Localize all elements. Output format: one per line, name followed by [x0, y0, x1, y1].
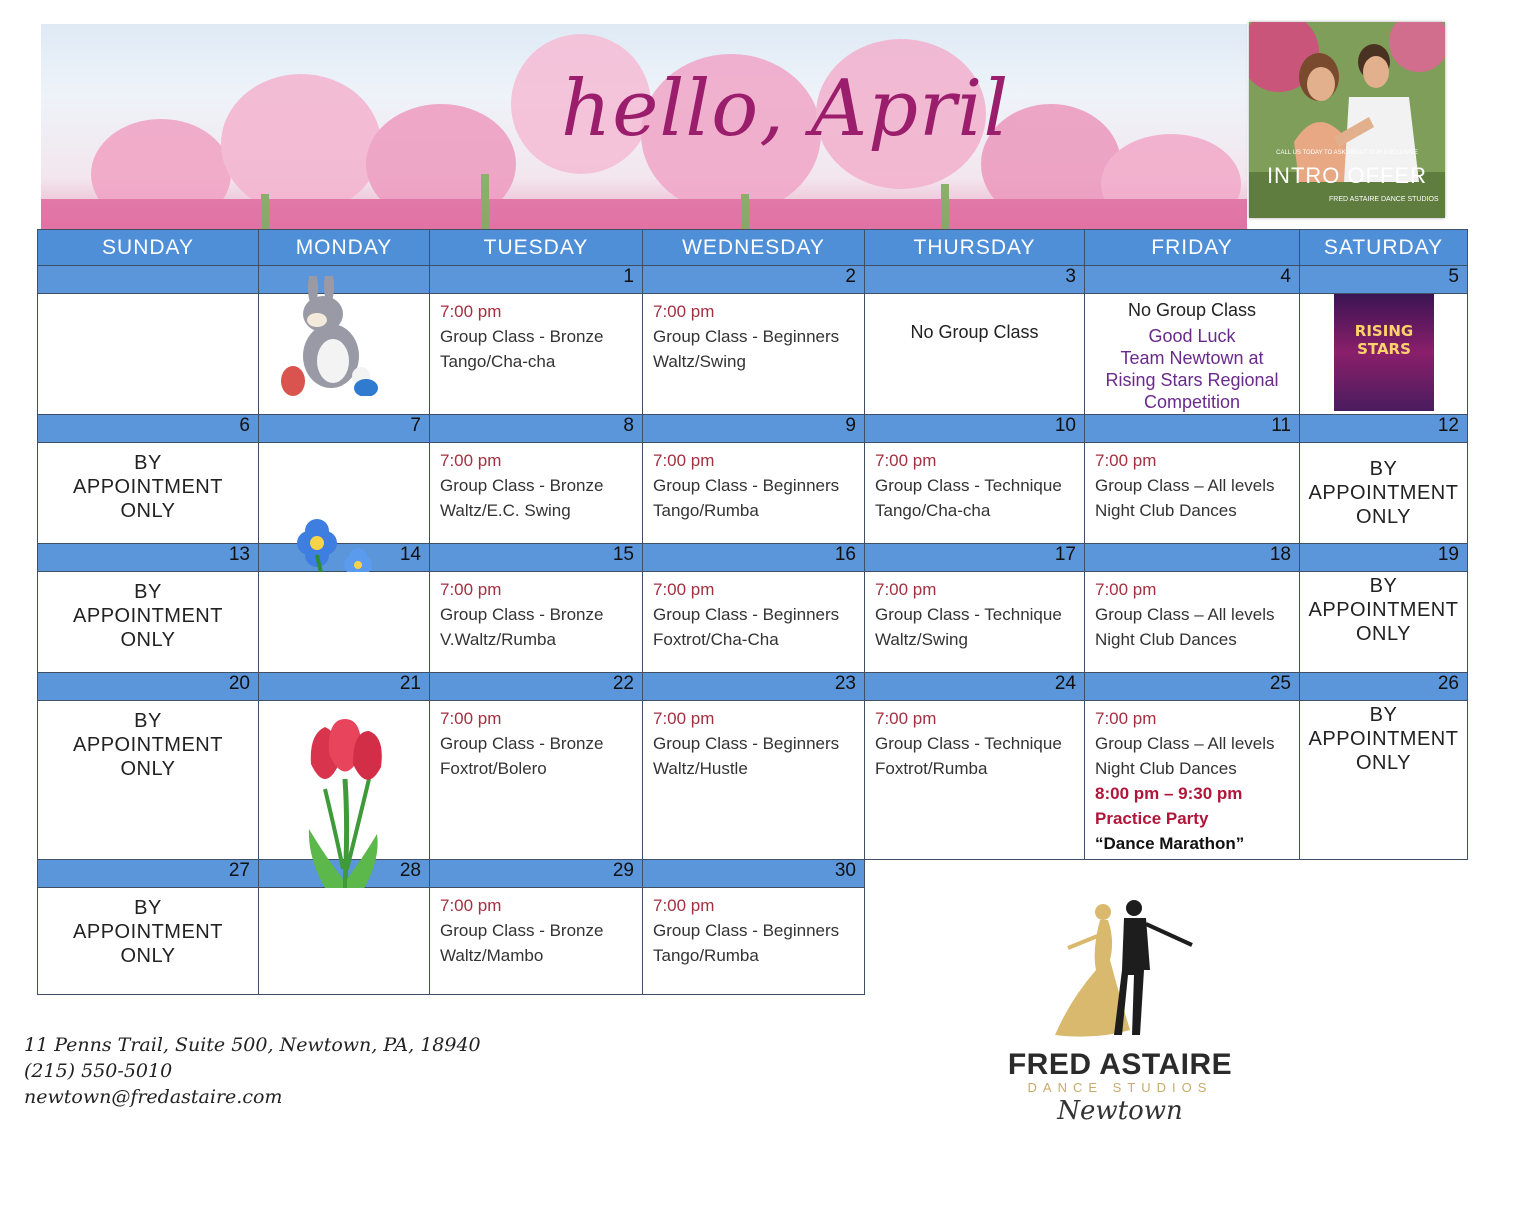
- class-dances: Foxtrot/Bolero: [440, 759, 547, 778]
- phone-number[interactable]: (215) 550-5010: [24, 1060, 173, 1082]
- day-cell: [38, 701, 259, 860]
- appointment-line: BY: [134, 452, 162, 474]
- date-row: [38, 266, 1468, 294]
- calendar-grid: [37, 229, 1468, 995]
- party-name: Practice Party: [1095, 809, 1209, 828]
- day-cell: [259, 294, 430, 415]
- class-name: Group Class - Bronze: [440, 734, 604, 753]
- date-number: [38, 266, 259, 294]
- class-time: 7:00 pm: [653, 451, 715, 470]
- appointment-line: ONLY: [120, 629, 176, 651]
- date-row: [38, 673, 1468, 701]
- day-header-wednesday: WEDNESDAY: [643, 230, 865, 266]
- day-cell: [430, 294, 643, 415]
- appointment-note: [1300, 457, 1467, 529]
- appointment-note: [38, 709, 258, 781]
- date-number: 26: [1300, 673, 1468, 701]
- party-time: 8:00 pm – 9:30 pm: [1095, 784, 1243, 803]
- class-dances: Night Club Dances: [1095, 630, 1237, 649]
- day-header-monday: MONDAY: [259, 230, 430, 266]
- bunny-icon: [271, 276, 391, 396]
- class-time: 7:00 pm: [440, 451, 502, 470]
- class-time: 7:00 pm: [653, 302, 715, 321]
- email-link[interactable]: newtown@fredastaire.com: [24, 1086, 283, 1108]
- class-time: 7:00 pm: [653, 709, 715, 728]
- class-name: Group Class - Bronze: [440, 476, 604, 495]
- class-name: Group Class - Bronze: [440, 921, 604, 940]
- week-row: [38, 888, 1468, 995]
- class-time: 7:00 pm: [875, 709, 937, 728]
- day-cell: [643, 888, 865, 995]
- day-cell: [259, 701, 430, 860]
- class-dances: Night Club Dances: [1095, 759, 1237, 778]
- date-number: 6: [38, 415, 259, 443]
- date-row: [38, 860, 1468, 888]
- dancers-icon: [1000, 890, 1240, 1050]
- class-name: Group Class - Bronze: [440, 605, 604, 624]
- appointment-line: BY: [1369, 575, 1398, 597]
- day-cell: [1085, 701, 1300, 860]
- date-number: 15: [430, 544, 643, 572]
- date-number: 18: [1085, 544, 1300, 572]
- day-header-sunday: SUNDAY: [38, 230, 259, 266]
- date-number: 1: [430, 266, 643, 294]
- day-cell: [643, 572, 865, 673]
- appointment-note: [38, 896, 258, 968]
- day-cell: [38, 888, 259, 995]
- day-cell: [865, 443, 1085, 544]
- class-time: 7:00 pm: [440, 709, 502, 728]
- day-cell: [865, 572, 1085, 673]
- class-time: 7:00 pm: [875, 580, 937, 599]
- date-number: 11: [1085, 415, 1300, 443]
- week-row: [38, 294, 1468, 415]
- appointment-line: BY: [134, 710, 162, 732]
- appointment-line: BY: [134, 581, 162, 603]
- day-cell: [1300, 443, 1468, 544]
- day-cell: [1300, 701, 1468, 860]
- intro-offer-ad: [1249, 22, 1445, 218]
- day-cell: [430, 443, 643, 544]
- appointment-line: APPOINTMENT: [1308, 482, 1459, 504]
- promo-tagline: CALL US TODAY TO ASK ABOUT OUR EXCLUSIVE: [1276, 150, 1418, 156]
- class-name: Group Class - Beginners: [653, 327, 840, 346]
- date-number: 22: [430, 673, 643, 701]
- class-dances: Tango/Rumba: [653, 946, 759, 965]
- day-cell: [259, 443, 430, 544]
- day-cell: [1085, 572, 1300, 673]
- week-row: [38, 572, 1468, 673]
- date-number: 20: [38, 673, 259, 701]
- day-header-thursday: THURSDAY: [865, 230, 1085, 266]
- day-cell: [430, 572, 643, 673]
- day-cell: [259, 888, 430, 995]
- no-class-note: No Group Class: [910, 322, 1039, 342]
- appointment-line: ONLY: [1356, 623, 1411, 645]
- appointment-line: APPOINTMENT: [73, 605, 223, 627]
- week-row: [38, 701, 1468, 860]
- banner-title: hello, April: [561, 64, 1010, 154]
- appointment-line: BY: [1369, 704, 1398, 726]
- class-time: 7:00 pm: [1095, 451, 1157, 470]
- weekday-header-row: [38, 230, 1468, 266]
- class-time: 7:00 pm: [653, 896, 715, 915]
- studio-logo: [1000, 890, 1240, 1140]
- appointment-line: BY: [1369, 458, 1398, 480]
- appointment-line: ONLY: [1356, 506, 1411, 528]
- date-number: 27: [38, 860, 259, 888]
- date-number: 3: [865, 266, 1085, 294]
- date-number: 25: [1085, 673, 1300, 701]
- logo-name: FRED ASTAIRE: [1007, 1048, 1233, 1081]
- date-row: [38, 415, 1468, 443]
- class-name: Group Class - Technique: [875, 605, 1062, 624]
- class-dances: Night Club Dances: [1095, 501, 1237, 520]
- class-time: 7:00 pm: [1095, 580, 1157, 599]
- date-number: 16: [643, 544, 865, 572]
- class-dances: Foxtrot/Cha-Cha: [653, 630, 779, 649]
- date-number: 2: [643, 266, 865, 294]
- date-number: 5: [1300, 266, 1468, 294]
- appointment-line: APPOINTMENT: [73, 921, 223, 943]
- event-note: Competition: [1143, 392, 1241, 412]
- class-name: Group Class - Beginners: [653, 476, 840, 495]
- class-name: Group Class – All levels: [1095, 605, 1275, 624]
- day-cell: [643, 701, 865, 860]
- class-time: 7:00 pm: [440, 580, 502, 599]
- class-dances: Tango/Cha-cha: [440, 352, 556, 371]
- class-time: 7:00 pm: [440, 896, 502, 915]
- date-number: 28: [259, 860, 430, 888]
- date-number: 29: [430, 860, 643, 888]
- poster-title: RISING STARS: [1354, 322, 1414, 358]
- appointment-note: [38, 451, 258, 523]
- event-note: Good Luck: [1148, 326, 1236, 346]
- event-note: Rising Stars Regional: [1105, 370, 1279, 390]
- no-class-note: No Group Class: [1127, 300, 1257, 320]
- week-row: [38, 443, 1468, 544]
- class-dances: Foxtrot/Rumba: [875, 759, 988, 778]
- appointment-line: ONLY: [120, 500, 176, 522]
- class-name: Group Class – All levels: [1095, 734, 1275, 753]
- date-number: 21: [259, 673, 430, 701]
- day-cell: [38, 294, 259, 415]
- class-name: Group Class - Beginners: [653, 921, 840, 940]
- day-cell: [643, 443, 865, 544]
- date-number: 9: [643, 415, 865, 443]
- date-number: 19: [1300, 544, 1468, 572]
- class-name: Group Class - Beginners: [653, 605, 840, 624]
- day-header-saturday: SATURDAY: [1300, 230, 1468, 266]
- date-number: 10: [865, 415, 1085, 443]
- day-cell: [1085, 294, 1300, 415]
- date-number: 24: [865, 673, 1085, 701]
- class-name: Group Class – All levels: [1095, 476, 1275, 495]
- class-name: Group Class - Technique: [875, 476, 1062, 495]
- appointment-line: APPOINTMENT: [1308, 599, 1459, 621]
- empty-date: [865, 860, 1085, 888]
- date-number: 8: [430, 415, 643, 443]
- appointment-line: APPOINTMENT: [73, 476, 223, 498]
- logo-subtitle: DANCE STUDIOS: [1027, 1080, 1213, 1095]
- header-banner: [41, 24, 1247, 229]
- day-header-tuesday: TUESDAY: [430, 230, 643, 266]
- class-name: Group Class - Bronze: [440, 327, 604, 346]
- logo-location: Newtown: [1057, 1096, 1183, 1126]
- date-number: 23: [643, 673, 865, 701]
- empty-date: [1300, 860, 1468, 888]
- promo-title: INTRO OFFER: [1266, 163, 1428, 188]
- class-dances: Waltz/Mambo: [440, 946, 544, 965]
- day-cell: [38, 572, 259, 673]
- party-title: “Dance Marathon”: [1095, 834, 1245, 853]
- class-name: Group Class - Technique: [875, 734, 1062, 753]
- day-cell: [430, 701, 643, 860]
- day-cell: [643, 294, 865, 415]
- class-time: 7:00 pm: [1095, 709, 1157, 728]
- day-cell: [1300, 294, 1468, 415]
- day-cell: [1300, 572, 1468, 673]
- day-cell: [38, 443, 259, 544]
- empty-cell: [1300, 888, 1468, 995]
- date-number: 4: [1085, 266, 1300, 294]
- contact-info: [24, 1032, 481, 1110]
- class-dances: Tango/Rumba: [653, 501, 759, 520]
- date-number: 13: [38, 544, 259, 572]
- event-note: Team Newtown at: [1120, 348, 1264, 368]
- date-row: [38, 544, 1468, 572]
- appointment-line: ONLY: [1356, 752, 1411, 774]
- address: 11 Penns Trail, Suite 500, Newtown, PA, 18940: [24, 1034, 481, 1056]
- class-dances: V.Waltz/Rumba: [440, 630, 556, 649]
- date-number: 12: [1300, 415, 1468, 443]
- appointment-note: [1300, 703, 1467, 775]
- appointment-note: [38, 580, 258, 652]
- class-time: 7:00 pm: [440, 302, 502, 321]
- date-number: 30: [643, 860, 865, 888]
- promo-brand: FRED ASTAIRE DANCE STUDIOS: [1329, 196, 1439, 203]
- class-dances: Waltz/Swing: [875, 630, 968, 649]
- appointment-line: ONLY: [120, 945, 176, 967]
- appointment-line: APPOINTMENT: [1308, 728, 1459, 750]
- date-number: 7: [259, 415, 430, 443]
- appointment-line: APPOINTMENT: [73, 734, 223, 756]
- empty-date: [1085, 860, 1300, 888]
- appointment-line: BY: [134, 897, 162, 919]
- date-number: 17: [865, 544, 1085, 572]
- class-dances: Tango/Cha-cha: [875, 501, 991, 520]
- class-dances: Waltz/E.C. Swing: [440, 501, 571, 520]
- appointment-line: ONLY: [120, 758, 176, 780]
- day-cell: [259, 572, 430, 673]
- day-cell: [865, 701, 1085, 860]
- class-name: Group Class - Beginners: [653, 734, 840, 753]
- class-time: 7:00 pm: [653, 580, 715, 599]
- day-header-friday: FRIDAY: [1085, 230, 1300, 266]
- date-number: 14: [259, 544, 430, 572]
- day-cell: [1085, 443, 1300, 544]
- class-time: 7:00 pm: [875, 451, 937, 470]
- class-dances: Waltz/Hustle: [653, 759, 748, 778]
- day-cell: [430, 888, 643, 995]
- appointment-note: [1300, 574, 1467, 646]
- day-cell: [865, 294, 1085, 415]
- rising-stars-poster: [1334, 294, 1434, 411]
- class-dances: Waltz/Swing: [653, 352, 746, 371]
